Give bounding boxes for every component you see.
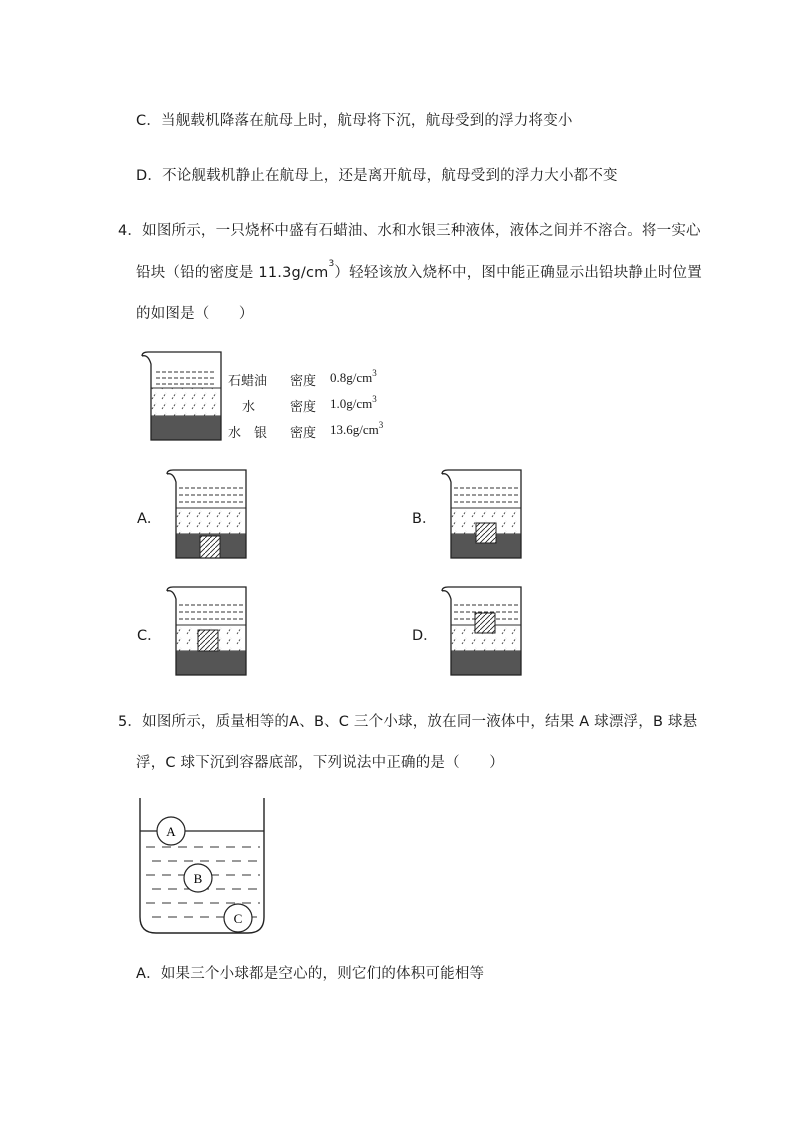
option-c-beaker[interactable] [165,585,253,679]
q4-line2-pre: 铅块（铅的密度是 11.3g/cm [136,265,329,281]
legend-name: 水 [242,400,256,415]
q4-option-a-label[interactable]: A． [137,511,162,527]
legend-value: $1.0g/cm^3$ [330,394,377,411]
q4-stem-line3: 的如图是（ ） [136,306,254,322]
lead-block [476,523,496,543]
option-b-beaker[interactable] [440,468,528,562]
ball-c-label: C [233,911,243,926]
q5-stem-line1: 5．如图所示，质量相等的A、B、C 三个小球，放在同一液体中，结果 A 球漂浮，B 球悬 [118,714,698,730]
ball-b-label: B [193,871,203,886]
q5-option-a: A．如果三个小球都是空心的，则它们的体积可能相等 [136,966,485,982]
q4-option-d-label[interactable]: D． [412,628,438,644]
ball-a-label: A [166,824,176,839]
option-a-beaker[interactable] [165,468,253,562]
q5-container-figure [136,795,271,940]
q4-stem-line1: 4．如图所示，一只烧杯中盛有石蜡油、水和水银三种液体，液体之间并不溶合。将一实心 [118,223,701,239]
lead-block [200,536,220,558]
legend-label: 密度 [290,374,317,389]
lead-block [475,613,495,633]
q4-line2-post: ）轻轻该放入烧杯中，图中能正确显示出铅块静止时位置 [334,265,702,281]
legend-name: 石蜡油 [228,374,268,389]
q4-option-b-label[interactable]: B． [412,511,437,527]
q4-line2-sup: 3 [328,259,335,269]
lead-block [198,630,218,651]
q3-option-c: C．当舰载机降落在航母上时，航母将下沉，航母受到的浮力将变小 [136,113,573,129]
legend-value: $0.8g/cm^3$ [330,368,377,385]
legend-label: 密度 [290,426,317,441]
reference-beaker [140,350,230,444]
q4-option-c-label[interactable]: C． [137,628,162,644]
q3-option-d: D．不论舰载机静止在航母上，还是离开航母，航母受到的浮力大小都不变 [136,168,618,184]
q5-stem-line2: 浮，C 球下沉到容器底部，下列说法中正确的是（ ） [136,755,504,771]
legend-label: 密度 [290,400,317,415]
legend-name: 水 银 [228,426,268,441]
legend-value: $13.6g/cm^3$ [330,420,384,437]
q4-stem-line2 [136,261,702,282]
option-d-beaker[interactable] [440,585,528,679]
